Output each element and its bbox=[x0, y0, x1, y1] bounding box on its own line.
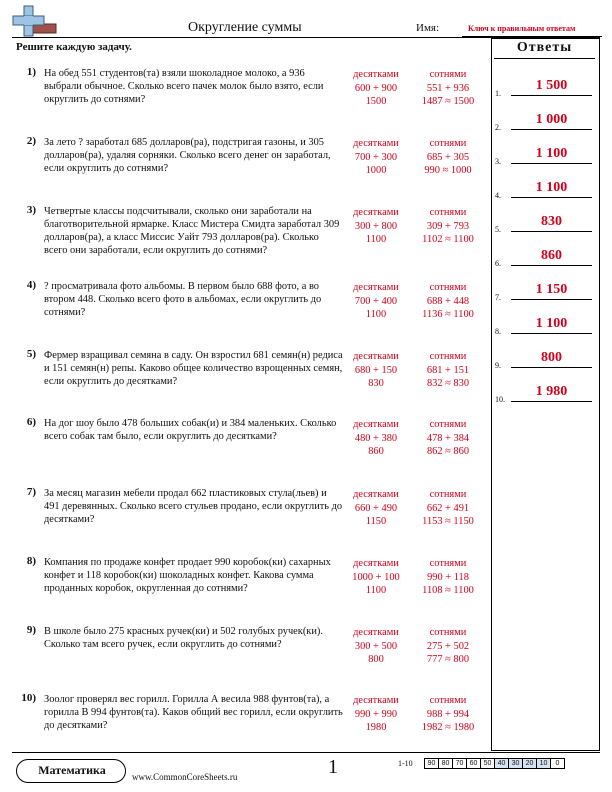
problem-2 bbox=[16, 135, 486, 203]
answers-heading-divider bbox=[494, 58, 595, 59]
tens-result: 1100 bbox=[365, 309, 387, 320]
answer-row-5 bbox=[491, 208, 598, 236]
answer-value: 800 bbox=[541, 350, 562, 365]
score-cell: 20 bbox=[523, 759, 537, 769]
instructions: Решите каждую задачу. bbox=[16, 41, 132, 53]
tens-sum: 480 + 380 bbox=[354, 432, 398, 444]
problem-number: 2) bbox=[26, 135, 36, 147]
hundreds-label: сотнями bbox=[429, 627, 467, 638]
tens-result: 830 bbox=[368, 378, 384, 389]
problem-text: Четвертые классы подсчитывали, сколько они заработали на благотворительной ярмарке. Класс Мистера Смидта заработал 309 долларов(ра), а класс Миссис Уайт 793 долларов(ра). Сколько всего они заработали, если округлить до сотнями? bbox=[44, 206, 340, 256]
answer-line bbox=[511, 299, 592, 300]
tens-result: 1500 bbox=[365, 96, 387, 107]
tens-sum: 1000 + 100 bbox=[352, 571, 400, 583]
page-number: 1 bbox=[328, 756, 338, 778]
tens-sum: 990 + 990 bbox=[354, 708, 398, 720]
tens-solution bbox=[342, 418, 410, 459]
problem-number: 1) bbox=[26, 66, 36, 78]
worksheet-title: Округление суммы bbox=[188, 20, 302, 35]
answer-line bbox=[511, 231, 592, 232]
problem-text: За месяц магазин мебели продал 662 пластиковых стула(льев) и 491 деревянных. Сколько всего стульев продано, если округлить до десятками? bbox=[44, 488, 343, 525]
answer-row-9 bbox=[491, 344, 598, 372]
score-cell: 80 bbox=[439, 759, 453, 769]
hundreds-solution bbox=[414, 350, 482, 391]
tens-sum: 680 + 150 bbox=[354, 364, 398, 376]
score-cell: 10 bbox=[537, 759, 551, 769]
hundreds-result: 1108 ≈ 1100 bbox=[422, 585, 474, 596]
answer-row-8 bbox=[491, 310, 598, 338]
score-cell: 50 bbox=[481, 759, 495, 769]
answer-value: 1 000 bbox=[535, 112, 568, 127]
hundreds-label: сотнями bbox=[429, 69, 467, 80]
tens-solution bbox=[342, 488, 410, 529]
hundreds-result: 1153 ≈ 1150 bbox=[422, 516, 474, 527]
score-table bbox=[424, 758, 565, 769]
hundreds-solution bbox=[414, 694, 482, 735]
problem-number: 5) bbox=[26, 348, 36, 360]
answer-label: 1. bbox=[495, 89, 501, 98]
score-cell: 60 bbox=[467, 759, 481, 769]
problem-text: Зоолог проверял вес горилл. Горилла А весила 988 фунтов(та), а горилла В 994 фунтов(та). Каков общий вес горилл, если округлить до десятками? bbox=[44, 694, 343, 731]
problem-number: 9) bbox=[26, 624, 36, 636]
hundreds-result: 990 ≈ 1000 bbox=[424, 165, 472, 176]
tens-sum: 300 + 500 bbox=[354, 640, 398, 652]
answer-line bbox=[511, 265, 592, 266]
hundreds-sum: 681 + 151 bbox=[426, 364, 470, 376]
tens-sum: 660 + 490 bbox=[354, 502, 398, 514]
tens-sum: 300 + 800 bbox=[354, 220, 398, 232]
hundreds-label: сотнями bbox=[429, 489, 467, 500]
problem-9 bbox=[16, 624, 486, 692]
answer-value: 1 100 bbox=[535, 180, 568, 195]
tens-sum: 700 + 300 bbox=[354, 151, 398, 163]
hundreds-solution bbox=[414, 206, 482, 247]
answer-value: 1 150 bbox=[535, 282, 568, 297]
hundreds-result: 1487 ≈ 1500 bbox=[421, 96, 475, 107]
problem-8 bbox=[16, 555, 486, 623]
hundreds-result: 1982 ≈ 1980 bbox=[421, 722, 475, 733]
problem-number: 10) bbox=[21, 692, 36, 704]
answer-row-10 bbox=[491, 378, 598, 406]
answer-row-7 bbox=[491, 276, 598, 304]
tens-label: десятками bbox=[353, 419, 399, 430]
hundreds-solution bbox=[414, 137, 482, 178]
score-cell: 40 bbox=[495, 759, 509, 769]
hundreds-solution bbox=[414, 557, 482, 598]
problem-3 bbox=[16, 204, 486, 272]
name-label: Имя: bbox=[416, 22, 440, 34]
answer-line bbox=[511, 95, 592, 96]
answer-label: 8. bbox=[495, 327, 501, 336]
answer-row-6 bbox=[491, 242, 598, 270]
hundreds-sum: 662 + 491 bbox=[426, 502, 470, 514]
answer-label: 6. bbox=[495, 259, 501, 268]
problem-number: 3) bbox=[26, 204, 36, 216]
hundreds-label: сотнями bbox=[429, 282, 467, 293]
hundreds-result: 1102 ≈ 1100 bbox=[422, 234, 474, 245]
footer-divider bbox=[12, 752, 600, 753]
answer-row-3 bbox=[491, 140, 598, 168]
hundreds-sum: 685 + 305 bbox=[426, 151, 470, 163]
tens-result: 1100 bbox=[365, 585, 387, 596]
problem-text: Компания по продаже конфет продает 990 коробок(ки) сахарных конфет и 118 коробок(ки) шоколадных конфет. Какова сумма проданных коробок, округленная до сотнями? bbox=[44, 557, 331, 594]
answer-line bbox=[511, 333, 592, 334]
hundreds-sum: 478 + 384 bbox=[426, 432, 470, 444]
tens-solution bbox=[342, 206, 410, 247]
tens-label: десятками bbox=[353, 207, 399, 218]
hundreds-sum: 309 + 793 bbox=[426, 220, 470, 232]
tens-solution bbox=[342, 694, 410, 735]
hundreds-label: сотнями bbox=[429, 138, 467, 149]
hundreds-result: 832 ≈ 830 bbox=[426, 378, 470, 389]
answer-line bbox=[511, 129, 592, 130]
tens-solution bbox=[342, 281, 410, 322]
tens-result: 1100 bbox=[365, 234, 387, 245]
problem-6 bbox=[16, 416, 486, 484]
tens-solution bbox=[342, 68, 410, 109]
hundreds-solution bbox=[414, 68, 482, 109]
problem-text: ? просматривала фото альбомы. В первом было 688 фото, а во втором 448. Сколько всего фото в альбомах, если округлить до сотнями? bbox=[44, 281, 322, 318]
answer-label: 3. bbox=[495, 157, 501, 166]
problem-number: 7) bbox=[26, 486, 36, 498]
problem-7 bbox=[16, 486, 486, 554]
answer-row-4 bbox=[491, 174, 598, 202]
hundreds-solution bbox=[414, 488, 482, 529]
tens-result: 1000 bbox=[365, 165, 387, 176]
tens-result: 800 bbox=[368, 654, 384, 665]
hundreds-label: сотнями bbox=[429, 207, 467, 218]
answer-value: 1 100 bbox=[535, 316, 568, 331]
problem-text: На обед 551 студентов(та) взяли шоколадное молоко, а 936 выбрали обычное. Сколько всего пачек молок было взято, если округлить до сотнями? bbox=[44, 68, 324, 105]
tens-sum: 600 + 900 bbox=[354, 82, 398, 94]
answer-label: 5. bbox=[495, 225, 501, 234]
tens-solution bbox=[342, 137, 410, 178]
score-cell: 0 bbox=[551, 759, 565, 769]
hundreds-sum: 551 + 936 bbox=[426, 82, 470, 94]
hundreds-sum: 988 + 994 bbox=[426, 708, 470, 720]
answer-line bbox=[511, 401, 592, 402]
problem-5 bbox=[16, 348, 486, 416]
hundreds-sum: 990 + 118 bbox=[427, 571, 469, 583]
answer-label: 10. bbox=[495, 395, 505, 404]
tens-result: 1150 bbox=[365, 516, 387, 527]
hundreds-sum: 688 + 448 bbox=[426, 295, 470, 307]
tens-solution bbox=[342, 557, 410, 598]
problem-text: На дог шоу было 478 больших собак(и) и 384 маленьких. Сколько всего собак там было, если округлить до десятками? bbox=[44, 418, 337, 442]
answer-key-label: Ключ к правильным ответам bbox=[468, 24, 576, 33]
hundreds-result: 777 ≈ 800 bbox=[426, 654, 470, 665]
tens-label: десятками bbox=[353, 282, 399, 293]
problem-1 bbox=[16, 66, 486, 134]
answer-row-1 bbox=[491, 72, 598, 100]
hundreds-label: сотнями bbox=[429, 695, 467, 706]
answer-value: 1 980 bbox=[535, 384, 568, 399]
score-cell: 70 bbox=[453, 759, 467, 769]
problem-number: 4) bbox=[26, 279, 36, 291]
score-cell: 30 bbox=[509, 759, 523, 769]
answer-label: 4. bbox=[495, 191, 501, 200]
answer-label: 9. bbox=[495, 361, 501, 370]
tens-label: десятками bbox=[353, 558, 399, 569]
problem-text: В школе было 275 красных ручек(ки) и 502 голубых ручек(ки). Сколько там всего ручек, если округлить до сотнями? bbox=[44, 626, 323, 650]
problem-10 bbox=[16, 692, 486, 760]
tens-label: десятками bbox=[353, 69, 399, 80]
subject-label: Математика bbox=[38, 763, 106, 777]
answer-value: 1 100 bbox=[535, 146, 568, 161]
hundreds-sum: 275 + 502 bbox=[426, 640, 470, 652]
tens-label: десятками bbox=[353, 695, 399, 706]
hundreds-label: сотнями bbox=[429, 558, 467, 569]
hundreds-solution bbox=[414, 418, 482, 459]
problem-number: 6) bbox=[26, 416, 36, 428]
hundreds-solution bbox=[414, 626, 482, 667]
answers-heading: Ответы bbox=[516, 40, 573, 55]
tens-result: 860 bbox=[368, 446, 384, 457]
answer-line bbox=[511, 197, 592, 198]
website-link[interactable]: www.CommonCoreSheets.ru bbox=[132, 772, 238, 782]
answer-line bbox=[511, 367, 592, 368]
hundreds-solution bbox=[414, 281, 482, 322]
hundreds-label: сотнями bbox=[429, 351, 467, 362]
tens-label: десятками bbox=[353, 489, 399, 500]
score-cell: 90 bbox=[425, 759, 439, 769]
answer-row-2 bbox=[491, 106, 598, 134]
answer-line bbox=[511, 163, 592, 164]
tens-solution bbox=[342, 350, 410, 391]
tens-sum: 700 + 400 bbox=[354, 295, 398, 307]
hundreds-result: 862 ≈ 860 bbox=[426, 446, 470, 457]
answer-value: 830 bbox=[541, 214, 562, 229]
answer-value: 860 bbox=[541, 248, 562, 263]
hundreds-label: сотнями bbox=[429, 419, 467, 430]
problem-text: Фермер взращивал семяна в саду. Он взростил 681 семян(н) редиса и 151 семян(н) репы. Каково общее количество взрощенных семян, если округлить до десятками? bbox=[44, 350, 343, 387]
score-range-label: 1-10 bbox=[398, 759, 413, 768]
hundreds-result: 1136 ≈ 1100 bbox=[422, 309, 474, 320]
tens-label: десятками bbox=[353, 138, 399, 149]
tens-result: 1980 bbox=[365, 722, 387, 733]
problem-text: За лето ? заработал 685 долларов(ра), подстригая газоны, и 305 долларов(ра), удаляя сорняки. Сколько всего денег он заработал, если округлить до сотнями? bbox=[44, 137, 331, 174]
problem-4 bbox=[16, 279, 486, 347]
answer-value: 1 500 bbox=[535, 78, 568, 93]
answer-label: 2. bbox=[495, 123, 501, 132]
problem-number: 8) bbox=[26, 555, 36, 567]
tens-label: десятками bbox=[353, 351, 399, 362]
answer-label: 7. bbox=[495, 293, 501, 302]
tens-label: десятками bbox=[353, 627, 399, 638]
tens-solution bbox=[342, 626, 410, 667]
